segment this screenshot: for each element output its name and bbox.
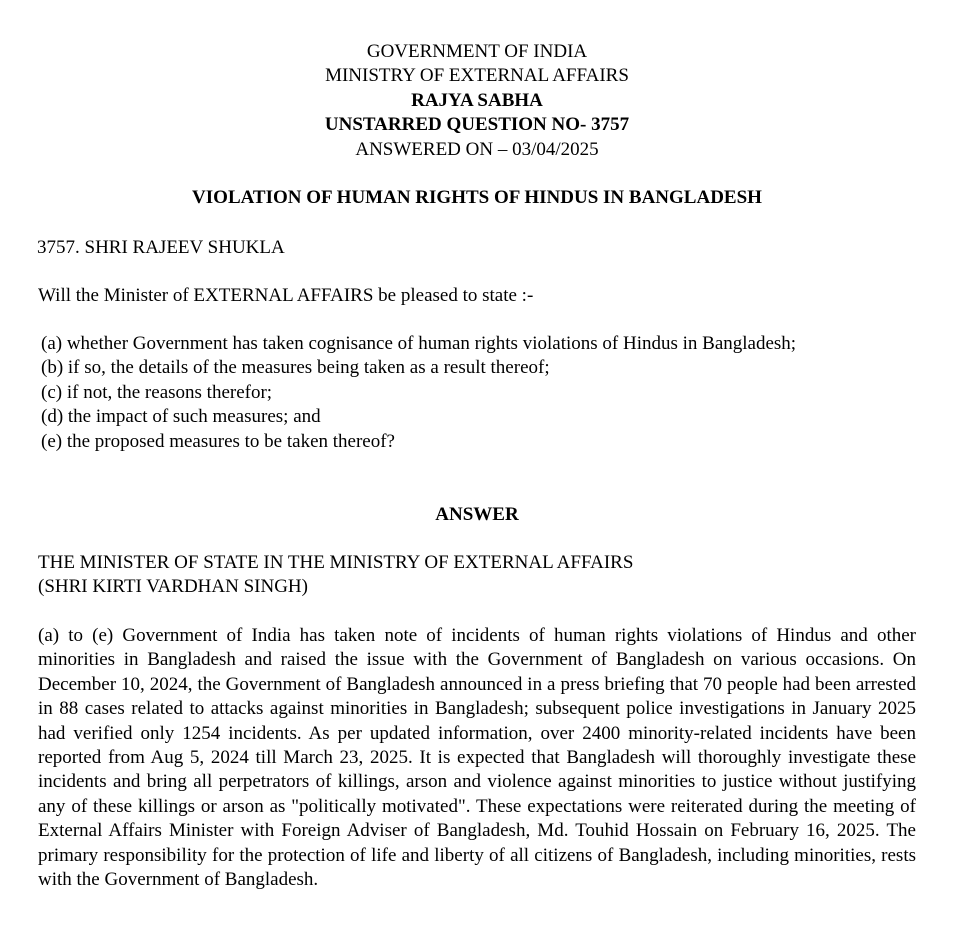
- question-part-b: (b) if so, the details of the measures being taken as a result thereof;: [41, 357, 550, 379]
- question-part-d: (d) the impact of such measures; and: [41, 406, 321, 428]
- minister-name: (SHRI KIRTI VARDHAN SINGH): [38, 576, 308, 598]
- question-part-c: (c) if not, the reasons therefor;: [41, 381, 273, 403]
- question-number: 3757.: [37, 237, 80, 258]
- question-intro: Will the Minister of EXTERNAL AFFAIRS be pleased to state :-: [38, 285, 534, 306]
- house-line: RAJYA SABHA: [411, 89, 543, 111]
- answer-paragraph: (a) to (e) Government of India has taken note of incidents of human rights violations of Hindus and other minorities in Bangladesh and raised the issue with the Government of Bangladesh on various occasions. On December 10, 2024, the Government of Bangladesh announced in a press briefing that 70 people had been arrested in 88 cases related to attacks against minorities in Bangladesh; subsequent police investigations in January 2025 had verified only 1254 incidents. As per updated information, over 2400 minority-related incidents have been reported from Aug 5, 2024 till March 23, 2025. It is expected that Bangladesh will thoroughly investigate these incidents and bring all perpetrators of killings, arson and violence against minorities to justice without justifying any of these killings or arson as "politically motivated". These expectations were reiterated during the meeting of External Affairs Minister with Foreign Adviser of Bangladesh, Md. Touhid Hossain on February 16, 2025. The primary responsibility for the protection of life and liberty of all citizens of Bangladesh, including minorities, rests with the Government of Bangladesh.: [38, 625, 916, 891]
- question-part-e: (e) the proposed measures to be taken thereof?: [41, 430, 395, 452]
- question-member-line: [37, 236, 285, 260]
- question-part-a: (a) whether Government has taken cognisance of human rights violations of Hindus in Bangladesh;: [41, 333, 797, 354]
- minister-title: THE MINISTER OF STATE IN THE MINISTRY OF EXTERNAL AFFAIRS: [38, 552, 634, 573]
- ministry-line: MINISTRY OF EXTERNAL AFFAIRS: [325, 65, 629, 87]
- government-line: GOVERNMENT OF INDIA: [366, 41, 588, 62]
- question-subject: VIOLATION OF HUMAN RIGHTS OF HINDUS IN BANGLADESH: [192, 187, 762, 208]
- question-number-line: UNSTARRED QUESTION NO- 3757: [324, 114, 630, 136]
- member-name: SHRI RAJEEV SHUKLA: [84, 237, 285, 258]
- minister-block: [38, 551, 633, 600]
- question-parts: [41, 332, 796, 454]
- answered-on-line: ANSWERED ON – 03/04/2025: [355, 138, 599, 160]
- document-header: [0, 40, 954, 162]
- answer-heading: ANSWER: [435, 504, 519, 525]
